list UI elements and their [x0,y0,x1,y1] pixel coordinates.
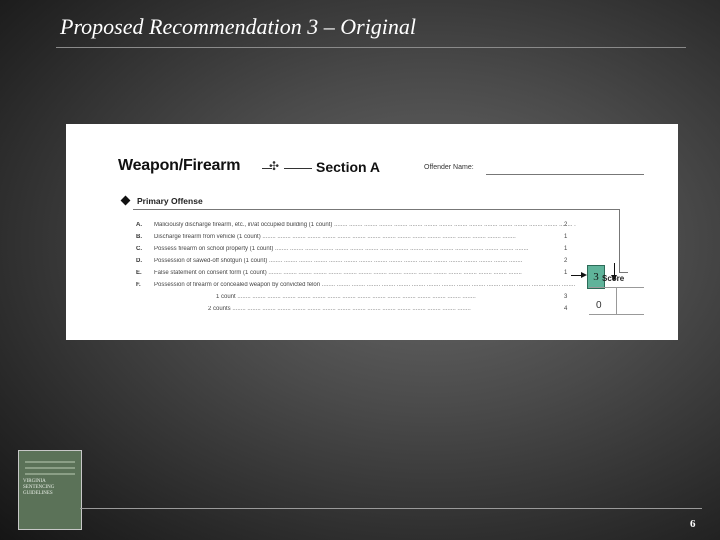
sub-count-points: 3 [564,294,568,300]
logo-text: VIRGINIA SENTENCING GUIDELINES [23,479,55,496]
offense-text: Maliciously discharge firearm, etc., in/at occupied building (1 count) ..... [154,222,576,228]
sub-count-label: 2 counts ..... [208,306,471,312]
offense-letter: E. [136,270,142,276]
offense-letter: D. [136,258,142,264]
logo-decoration [25,461,75,479]
heading-separator-line-right [284,168,312,169]
score-cell-divider [616,287,617,315]
score-rule-bottom [589,314,644,315]
primary-offense-rule [133,209,619,210]
offense-letter: A. [136,222,142,228]
offense-row-c [136,246,576,256]
proposed-score-box: 3 [587,265,605,289]
worksheet-image [66,124,678,340]
offense-text: False statement on consent form (1 count) ..... [154,270,576,276]
commission-logo [18,450,82,530]
offense-points: 1 [564,246,568,252]
offense-row-b [136,234,576,244]
offender-name-line [486,174,644,175]
offender-name-label: Offender Name: [424,164,474,171]
offense-text: Possess firearm on school property (1 count) ..... [154,246,576,252]
sub-count-row [208,306,558,316]
offense-text: Possession of firearm or concealed weapon by convicted felon ..... [154,282,575,288]
sub-count-label: 1 count ..... [216,294,476,300]
title-divider [56,47,686,48]
score-bracket [619,209,620,272]
offense-text: Possession of sawed-off shotgun (1 count) ..... [154,258,576,264]
offense-points: 1 [564,270,568,276]
sub-count-row [216,294,566,304]
offense-letter: F. [136,282,141,288]
offense-points: 2 [564,258,568,264]
offense-row-a [136,222,576,232]
original-score-value: 0 [596,300,602,311]
heading-separator-icon: ✣ [269,159,280,173]
slide-title: Proposed Recommendation 3 – Original [60,14,417,39]
footer-divider [80,508,702,509]
offense-points: 2 [564,222,568,228]
score-bracket-foot [619,272,628,273]
offense-letter: C. [136,246,142,252]
section-label: Section A [316,159,381,175]
offense-points: 1 [564,234,568,240]
primary-offense-label: Primary Offense [137,196,203,206]
offense-text: Discharge firearm from vehicle (1 count) ..... [154,234,576,240]
diamond-bullet-icon [121,196,131,206]
sub-count-points: 4 [564,306,568,312]
page-number: 6 [690,518,696,530]
score-label: Score [602,274,625,283]
offense-row-d [136,258,576,268]
offense-row-e [136,270,576,280]
offense-letter: B. [136,234,142,240]
offense-row-f [136,282,576,292]
form-heading: Weapon/Firearm [118,157,241,174]
